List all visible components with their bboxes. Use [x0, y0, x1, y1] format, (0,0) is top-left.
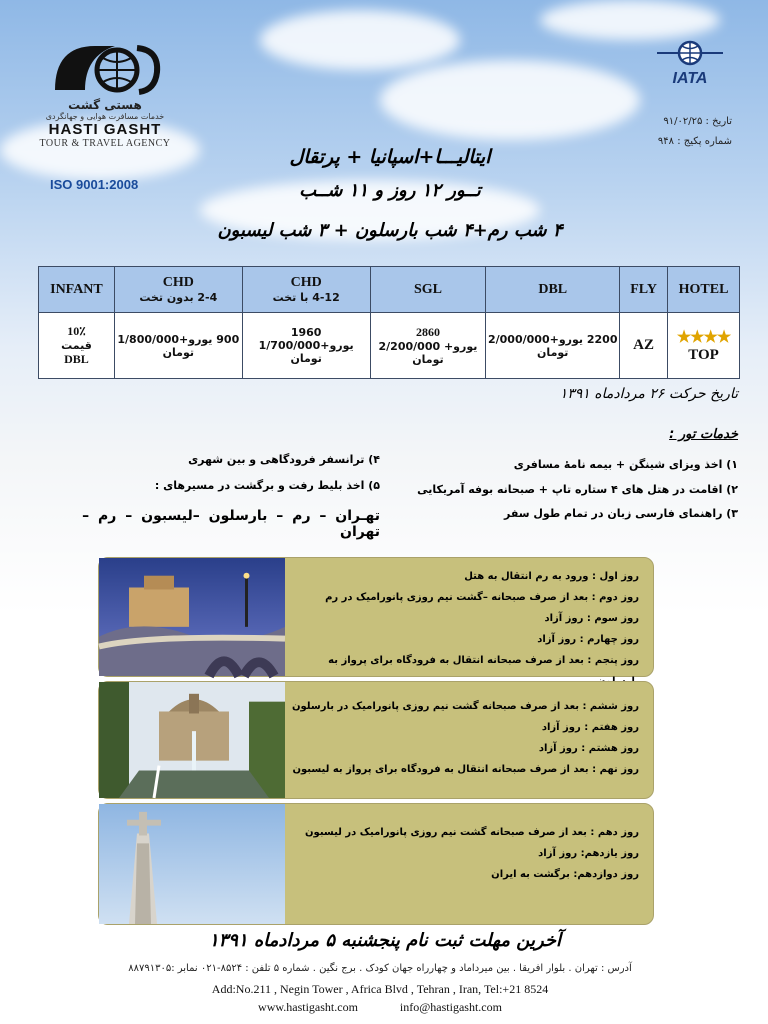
tour-duration-title: تــور ۱۲ روز و ۱۱ شــب — [299, 180, 481, 201]
day-item: روز نهم : بعد از صرف صبحانه انتقال به فرودگاه برای پرواز به لیسبون — [292, 764, 639, 775]
day-item: روز دوم : بعد از صرف صبحانه –گشت نیم روزی پانورامیک در رم — [325, 592, 639, 603]
tour-countries-title: ایتالیـــا+اسپانیا + پرتقال — [289, 146, 491, 168]
logo-subtitle-fa: خدمات مسافرت هوایی و جهانگردی — [45, 112, 165, 121]
rome-castle-photo — [99, 558, 285, 676]
col-infant: INFANT — [39, 267, 115, 313]
itinerary-rome — [98, 557, 654, 677]
day-item: روز دوازدهم: برگشت به ایران — [491, 869, 639, 880]
document-meta — [612, 112, 732, 152]
address-fa: آدرس : تهران . بلوار افریقا . بین میرداماد و چهارراه جهان کودک . برج نگین . شماره ۵ تلفن : ۸۵۲۴-۰۲۱ نمابر :۸۸۷۹۱۳۰۵ — [128, 963, 632, 974]
logo-name-fa: هستی گشت — [68, 98, 142, 112]
service-item: ۵) اخذ بلیط رفت و برگشت در مسیرهای : — [154, 479, 380, 492]
registration-deadline: آخرین مهلت ثبت نام پنجشنبه ۵ مردادماه ۱۳۹۱ — [208, 930, 562, 951]
col-hotel: HOTEL — [668, 267, 740, 313]
col-fly: FLY — [620, 267, 668, 313]
cell-fly: AZ — [620, 313, 668, 379]
cell-hotel: ★★★★ TOP — [668, 313, 740, 379]
iso-certification: ISO 9001:2008 — [50, 177, 139, 192]
contact-line — [60, 1000, 700, 1015]
agency-logo — [30, 40, 180, 149]
service-item: ۲) اقامت در هتل های ۴ ستاره تاپ + صبحانه بوفه آمریکایی — [417, 483, 738, 496]
day-item: روز اول : ورود به رم انتقال به هتل — [464, 571, 639, 582]
star-rating-icon: ★★★★ — [676, 329, 731, 346]
globe-icon — [655, 40, 725, 66]
cell-dbl: 2200 یورو+2/000/000 تومان — [486, 313, 620, 379]
cloud-decoration — [260, 10, 460, 70]
itinerary-lisbon — [98, 803, 654, 925]
iata-logo — [650, 40, 730, 88]
day-item: روز هفتم : روز آزاد — [541, 722, 639, 733]
day-item: روز دهم : بعد از صرف صبحانه گشت نیم روزی پانورامیک در لیسبون — [305, 827, 639, 838]
day-item: روز ششم : بعد از صرف صبحانه گشت نیم روزی پانورامیک در بارسلون — [291, 701, 639, 712]
cell-chd-no-bed: 900 یورو+1/800/000 تومان — [114, 313, 242, 379]
logo-subtitle-en: TOUR & TRAVEL AGENCY — [39, 138, 171, 149]
itinerary-barcelona — [98, 681, 654, 799]
cloud-decoration — [380, 60, 640, 140]
cloud-decoration — [540, 0, 720, 40]
service-item: ۳) راهنمای فارسی زبان در تمام طول سفر — [503, 507, 738, 520]
flight-route: تهـران – رم – بارسلون –لیسبون – رم – تهران — [82, 508, 380, 540]
address-en: Add:No.211 , Negin Tower , Africa Blvd , Tehran , Iran, Tel:+21 8524 — [211, 982, 549, 996]
day-item: روز هشتم : روز آزاد — [538, 743, 639, 754]
services-heading: خدمات تور : — [669, 427, 738, 442]
barcelona-fountain-photo — [99, 682, 285, 798]
logo-globe-icon — [45, 40, 165, 98]
departure-date: تاریخ حرکت ۲۶ مردادماه ۱۳۹۱ — [559, 386, 738, 402]
cell-sgl: 2860 یورو+ 2/200/000 تومان — [370, 313, 486, 379]
tour-nights-breakdown: ۴ شب رم+۴ شب بارسلون + ۳ شب لیسبون — [217, 220, 563, 241]
iata-label: IATA — [672, 70, 708, 87]
col-sgl: SGL — [370, 267, 486, 313]
day-item: روز یازدهم: روز آزاد — [538, 848, 639, 859]
logo-name-en: HASTI GASHT — [48, 121, 162, 138]
lisbon-christ-statue-photo — [99, 804, 285, 924]
cell-infant: 10٪ قیمت DBL — [39, 313, 115, 379]
package-number: شماره پکیج : ۹۴۸ — [657, 136, 732, 147]
col-dbl: DBL — [486, 267, 620, 313]
cell-chd-with-bed: 1960 یورو+1/700/000 تومان — [242, 313, 370, 379]
col-chd-no-bed: CHD 2-4 بدون تخت — [114, 267, 242, 313]
day-item: روز چهارم : روز آزاد — [537, 634, 639, 645]
service-item: ۱) اخذ ویزای شینگن + بیمه نامهٔ مسافری — [513, 458, 738, 471]
day-item: روز سوم : روز آزاد — [544, 613, 639, 624]
price-table-header — [39, 267, 740, 313]
website-link[interactable]: www.hastigasht.com — [258, 1000, 358, 1014]
col-chd-with-bed: CHD 4-12 با تخت — [242, 267, 370, 313]
document-date: تاریخ : ۹۱/۰۲/۲۵ — [663, 116, 732, 127]
day-item: روز پنجم : بعد از صرف صبحانه انتقال به فرودگاه برای پرواز به — [328, 655, 639, 666]
email-link[interactable]: info@hastigasht.com — [399, 1000, 502, 1014]
price-table — [38, 266, 740, 379]
price-table-row — [39, 313, 740, 379]
service-item: ۴) ترانسفر فرودگاهی و بین شهری — [188, 453, 380, 466]
